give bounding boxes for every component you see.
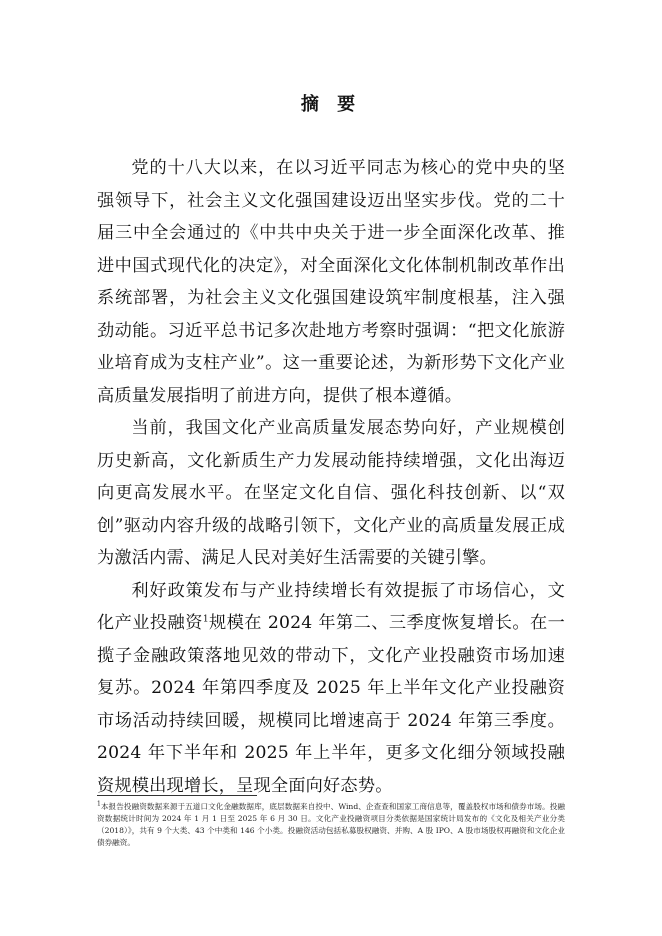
paragraph-3-text-start: 利好政策发布与产业持续增长有效提振了市场信心，文化产业投融资 xyxy=(97,580,565,633)
footnote-marker: 1 xyxy=(97,800,101,808)
footnote-divider xyxy=(97,795,257,796)
paragraph-3-text-end: 规模在 2024 年第二、三季度恢复增长。在一揽子金融政策落地见效的带动下，文化产业投融资市场加速复苏。2024 年第四季度及 2025 年上半年文化产业投融资市场活动持续回暖，规模同比增速高于 2024 年第三季度。2024 年下半年和 2025 年上半年，更多文化细分领域投融资规模出现增长，呈现全面向好态势。 xyxy=(97,613,565,796)
abstract-paragraph-2: 当前，我国文化产业高质量发展态势向好，产业规模创历史新高，文化新质生产力发展动能持续增强，文化出海迈向更高发展水平。在坚定文化自信、强化科技创新、以“双创”驱动内容升级的战略引领下，文化产业的高质量发展正成为激活内需、满足人民对美好生活需要的关键引擎。 xyxy=(97,418,565,568)
abstract-paragraph-1: 党的十八大以来，在以习近平同志为核心的党中央的坚强领导下，社会主义文化强国建设迈出坚实步伐。党的二十届三中全会通过的《中共中央关于进一步全面深化改革、推进中国式现代化的决定》，对全面深化文化体制机制改革作出系统部署，为社会主义文化强国建设筑牢制度根基，注入强劲动能。习近平总书记多次赴地方考察时强调：“把文化旅游业培育成为支柱产业”。这一重要论述，为新形势下文化产业高质量发展指明了前进方向，提供了根本遵循。 xyxy=(97,158,565,406)
footnote xyxy=(97,801,565,849)
abstract-paragraph-3 xyxy=(97,575,565,803)
footnote-text: 本报告投融资数据来源于五道口文化金融数据库，底层数据来自投中、Wind、企查查和国家工商信息等，覆盖股权市场和债券市场。投融资数据统计时间为 2024 年 1 月 1 日至 2025 年 6 月 30 日。文化产业投融资项目分类依据是国家统计局发布的《文化及相关产业分类（2018）》，共有 9 个大类、43 个中类和 146 个小类。投融资活动包括私募股权融资、并购、A 股 IPO、A 股市场股权再融资和文化企业债券融资。 xyxy=(97,802,565,847)
footnote-reference[interactable]: 1 xyxy=(202,614,209,625)
page-title: 摘 要 xyxy=(300,94,362,115)
abstract-body xyxy=(97,152,565,802)
